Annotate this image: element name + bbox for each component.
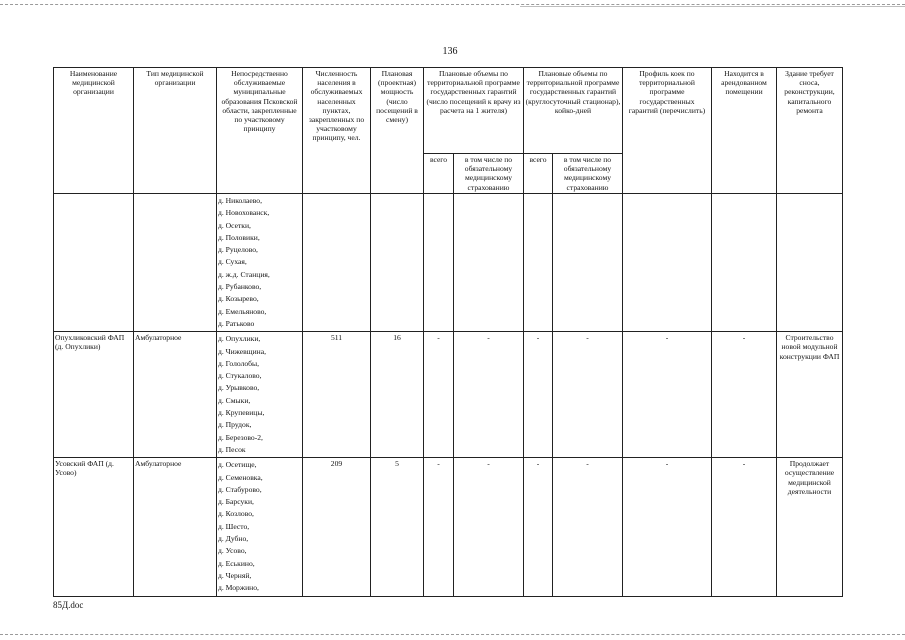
village-entry: д. Барсуки,: [218, 497, 254, 507]
cell-capacity: [371, 194, 424, 332]
header-out-oms: в том числе по обязательному медицинскому страхованию: [454, 154, 524, 194]
village-entry: д. Еськино,: [218, 558, 255, 568]
cell-bed-profile: -: [623, 332, 712, 458]
village-entry: д. Половики,: [218, 232, 260, 242]
scan-edge-top-secondary: [520, 6, 905, 7]
village-entry: д. Прудок,: [218, 420, 252, 430]
cell-building: Строительство новой модульной конструкции ФАП: [777, 332, 843, 458]
cell-in-total: -: [524, 332, 553, 458]
cell-out-oms: -: [454, 332, 524, 458]
cell-villages: [217, 194, 303, 332]
cell-capacity: 16: [371, 332, 424, 458]
header-outpatient-volumes: Плановые объемы по территориальной программе государственных гарантий (число посещений к врачу из расчета на 1 жителя): [424, 68, 524, 154]
scan-edge-top: [0, 4, 905, 5]
header-org-name: Наименование медицинской организации: [54, 68, 134, 194]
page-number: 136: [442, 46, 458, 57]
cell-org-name: Опухликовский ФАП (д. Опухлики): [54, 332, 134, 458]
table-row: [54, 458, 843, 596]
village-entry: д. Осетище,: [218, 460, 257, 470]
village-entry: д. Стукалово,: [218, 371, 262, 381]
cell-out-oms: [454, 194, 524, 332]
cell-med-type: [134, 194, 217, 332]
header-population: Численность населения в обслуживаемых населенных пунктах, закрепленных по участковому принципу, чел.: [303, 68, 371, 194]
table-row: [54, 194, 843, 332]
village-entry: д. Николаево,: [218, 196, 262, 205]
header-med-type: Тип медицинской организации: [134, 68, 217, 194]
cell-building: Продолжает осуществление медицинской деятельности: [777, 458, 843, 596]
village-entry: д. Рубанково,: [218, 282, 262, 292]
header-inpatient-volumes: Плановые объемы по территориальной программе государственных гарантий (круглосуточный стационар), койко-дней: [524, 68, 623, 154]
village-entry: д. Семеновка,: [218, 472, 263, 482]
village-entry: д. Руцелово,: [218, 245, 258, 255]
header-out-total: всего: [424, 154, 454, 194]
cell-out-total: -: [424, 332, 454, 458]
cell-bed-profile: -: [623, 458, 712, 596]
cell-villages: [217, 332, 303, 458]
village-entry: д. Новохованск,: [218, 208, 270, 218]
cell-bed-profile: [623, 194, 712, 332]
cell-rented: -: [712, 332, 777, 458]
cell-out-total: [424, 194, 454, 332]
village-entry: д. Емельяново,: [218, 306, 267, 316]
village-entry: д. Козлово,: [218, 509, 254, 519]
village-entry: д. Смыки,: [218, 395, 251, 405]
cell-building: [777, 194, 843, 332]
header-municipalities: Непосредственно обслуживаемые муниципальные образования Псковской области, закрепленные по участковому принципу: [217, 68, 303, 194]
cell-org-name: Усовский ФАП (д. Усово): [54, 458, 134, 596]
cell-in-total: [524, 194, 553, 332]
header-capacity: Плановая (проектная) мощность (число посещений в смену): [371, 68, 424, 194]
village-entry: д. Стабурово,: [218, 484, 262, 494]
village-entry: д. Песок: [218, 444, 246, 454]
header-rented: Находится в арендованном помещении: [712, 68, 777, 194]
village-entry: д. Чижевщина,: [218, 346, 267, 356]
cell-population: 209: [303, 458, 371, 596]
cell-population: [303, 194, 371, 332]
village-entry: д. Гололобы,: [218, 358, 260, 368]
cell-med-type: Амбулаторное: [134, 332, 217, 458]
cell-in-oms: -: [553, 332, 623, 458]
cell-rented: [712, 194, 777, 332]
village-entry: д. Усово,: [218, 546, 247, 556]
cell-med-type: Амбулаторное: [134, 458, 217, 596]
village-entry: д. Козырево,: [218, 294, 259, 304]
village-entry: д. Моржино,: [218, 583, 259, 593]
village-entry: д. Опухлики,: [218, 334, 261, 344]
village-entry: д. Сухая,: [218, 257, 247, 267]
cell-org-name: [54, 194, 134, 332]
village-entry: д. Березово-2,: [218, 432, 263, 442]
village-entry: д. Урывково,: [218, 383, 260, 393]
facilities-table: [53, 67, 843, 597]
file-name-footer: 85Д.doc: [53, 600, 84, 610]
cell-out-oms: -: [454, 458, 524, 596]
cell-in-oms: [553, 194, 623, 332]
header-row-top: [54, 68, 843, 154]
village-entry: д. Черняй,: [218, 570, 252, 580]
village-entry: д. Крупевицы,: [218, 408, 265, 418]
cell-population: 511: [303, 332, 371, 458]
cell-out-total: -: [424, 458, 454, 596]
cell-in-oms: -: [553, 458, 623, 596]
header-building: Здание требует сноса, реконструкции, капитального ремонта: [777, 68, 843, 194]
village-entry: д. ж.д. Станция,: [218, 269, 270, 279]
cell-in-total: -: [524, 458, 553, 596]
cell-rented: -: [712, 458, 777, 596]
cell-capacity: 5: [371, 458, 424, 596]
village-entry: д. Ратьково: [218, 318, 255, 328]
village-entry: д. Осетки,: [218, 220, 251, 230]
table-row: [54, 332, 843, 458]
village-entry: д. Шесто,: [218, 521, 250, 531]
header-in-total: всего: [524, 154, 553, 194]
village-entry: д. Дубно,: [218, 534, 249, 544]
header-bed-profile: Профиль коек по территориальной программе государственных гарантий (перечислить): [623, 68, 712, 194]
header-in-oms: в том числе по обязательному медицинскому страхованию: [553, 154, 623, 194]
cell-villages: [217, 458, 303, 596]
scan-edge-bottom: [0, 634, 905, 635]
